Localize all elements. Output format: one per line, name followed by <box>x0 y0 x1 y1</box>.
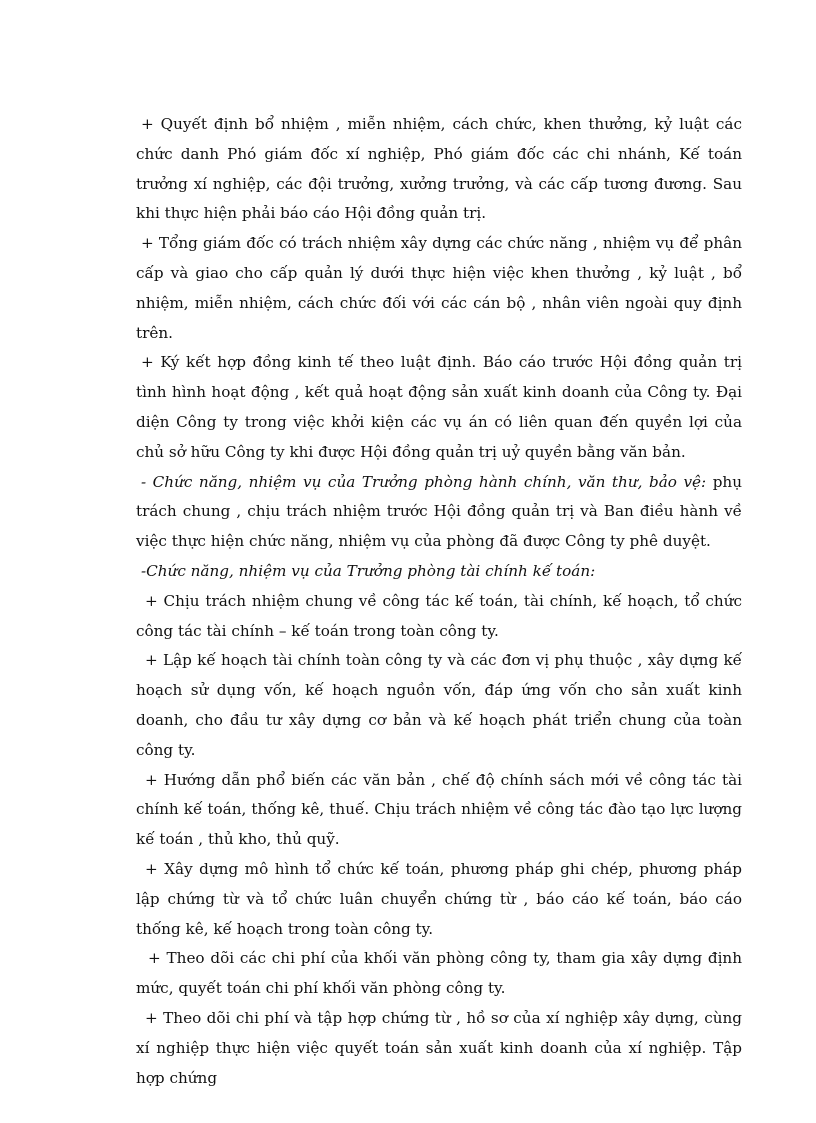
paragraph-text: + Theo dõi chi phí và tập hợp chứng từ , hồ sơ của xí nghiệp xây dựng, cùng xí nghiệp thực hiện việc quyết toán sản xuất kinh doanh của xí nghiệp. Tập hợp chứng <box>136 1008 742 1087</box>
paragraph-text: + Tổng giám đốc có trách nhiệm xây dựng các chức năng , nhiệm vụ để phân cấp và giao cho cấp quản lý dưới thực hiện việc khen thưởng , kỷ luật , bổ nhiệm, miễn nhiệm, cách chức đối với các cán bộ , nhân viên ngoài quy định trên. <box>136 234 742 342</box>
paragraph-text: + Xây dựng mô hình tổ chức kế toán, phương pháp ghi chép, phương pháp lập chứng từ và tổ chức luân chuyển chứng từ , báo cáo kế toán, báo cáo thống kê, kế hoạch trong toàn công ty. <box>136 859 742 938</box>
paragraph-text: + Hướng dẫn phổ biến các văn bản , chế độ chính sách mới về công tác tài chính kế toán, thống kê, thuế. Chịu trách nhiệm về công tác đào tạo lực lượng kế toán , thủ kho, thủ quỹ. <box>136 770 742 849</box>
paragraph-text: + Lập kế hoạch tài chính toàn công ty và các đơn vị phụ thuộc , xây dựng kế hoạch sử dụng vốn, kế hoạch nguồn vốn, đáp ứng vốn cho sản xuất kinh doanh, cho đầu tư xây dựng cơ bản và kế hoạch phát triển chung của toàn công ty. <box>136 651 742 759</box>
paragraph-text: + Chịu trách nhiệm chung về công tác kế toán, tài chính, kế hoạch, tổ chức công tác tài chính – kế toán trong toàn công ty. <box>136 591 742 640</box>
paragraph-finance-head-heading <box>136 557 742 587</box>
document-page <box>136 110 742 1093</box>
paragraph-finance-responsibility <box>136 587 742 647</box>
paragraph-ceo-delegation <box>136 229 742 348</box>
paragraph-ceo-contracts <box>136 348 742 467</box>
paragraph-finance-guidance <box>136 766 742 855</box>
paragraph-text: + Theo dõi các chi phí của khối văn phòng công ty, tham gia xây dựng định mức, quyết toán chi phí khối văn phòng công ty. <box>136 949 742 998</box>
section-heading: -Chức năng, nhiệm vụ của Trưởng phòng tài chính kế toán: <box>141 561 596 580</box>
paragraph-admin-head-duties <box>136 468 742 557</box>
paragraph-ceo-appointments <box>136 110 742 229</box>
paragraph-accounting-model <box>136 855 742 944</box>
section-heading: - Chức năng, nhiệm vụ của Trưởng phòng hành chính, văn thư, bảo vệ: <box>141 472 707 491</box>
paragraph-enterprise-costs <box>136 1004 742 1093</box>
paragraph-text: phụ trách chung , chịu trách nhiệm trước Hội đồng quản trị và Ban điều hành về việc thực hiện chức năng, nhiệm vụ của phòng đã được Công ty phê duyệt. <box>136 472 742 551</box>
paragraph-finance-planning <box>136 646 742 765</box>
paragraph-text: + Ký kết hợp đồng kinh tế theo luật định. Báo cáo trước Hội đồng quản trị tình hình hoạt động , kết quả hoạt động sản xuất kinh doanh của Công ty. Đại diện Công ty trong việc khởi kiện các vụ án có liên quan đến quyền lợi của chủ sở hữu Công ty khi được Hội đồng quản trị uỷ quyền bằng văn bản. <box>136 353 742 461</box>
paragraph-text: + Quyết định bổ nhiệm , miễn nhiệm, cách chức, khen thưởng, kỷ luật các chức danh Phó giám đốc xí nghiệp, Phó giám đốc các chi nhánh, Kế toán trưởng xí nghiệp, các đội trưởng, xưởng trưởng, và các cấp tương đương. Sau khi thực hiện phải báo cáo Hội đồng quản trị. <box>136 115 742 223</box>
paragraph-office-costs <box>136 944 742 1004</box>
